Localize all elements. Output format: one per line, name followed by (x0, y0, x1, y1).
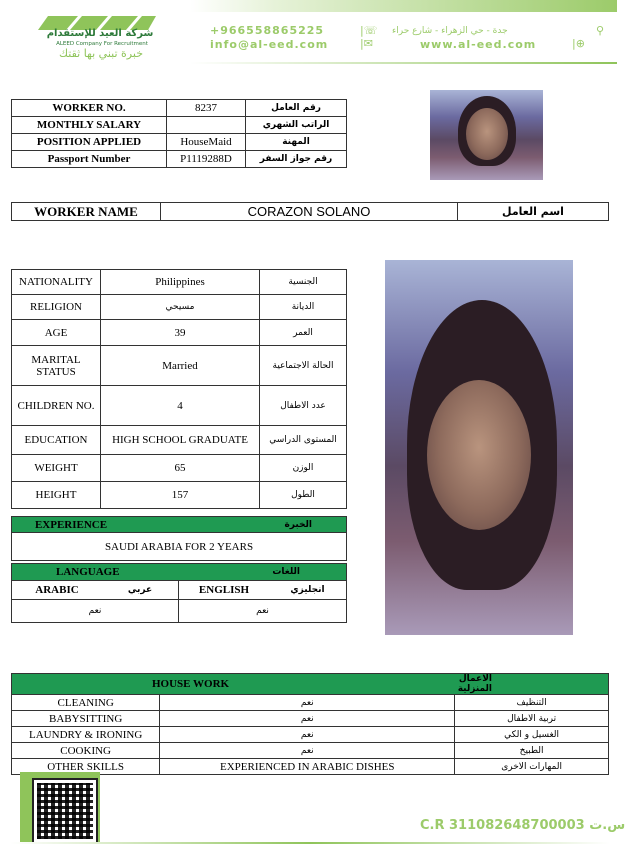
cleaning-value: نعم (160, 695, 455, 711)
nationality-label-ar: الجنسية (260, 270, 347, 295)
worker-info-table (11, 99, 347, 168)
salary-label: MONTHLY SALARY (12, 117, 167, 134)
education-label: EDUCATION (12, 426, 101, 455)
height-value: 157 (101, 482, 260, 509)
worker-no-value: 8237 (167, 100, 246, 117)
table-row (12, 581, 347, 600)
worker-name-table (11, 202, 609, 221)
cooking-value: نعم (160, 743, 455, 759)
arabic-value: نعم (12, 600, 179, 623)
age-value: 39 (101, 320, 260, 346)
table-row (12, 151, 347, 168)
passport-label: Passport Number (12, 151, 167, 168)
table-row (12, 346, 347, 386)
experience-label-ar: الخبرة (130, 517, 347, 533)
table-row (12, 759, 609, 775)
passport-photo (430, 90, 543, 180)
english-value: نعم (179, 600, 347, 623)
worker-name-label-ar: اسم العامل (458, 203, 609, 221)
experience-label: EXPERIENCE (12, 517, 131, 533)
table-row (12, 743, 609, 759)
worker-no-label-ar: رقم العامل (246, 100, 347, 117)
passport-label-ar: رقم جواز السفر (246, 151, 347, 168)
education-label-ar: المستوى الدراسي (260, 426, 347, 455)
weight-label: WEIGHT (12, 455, 101, 482)
salary-value (167, 117, 246, 134)
weight-label-ar: الوزن (260, 455, 347, 482)
house-work-header (12, 674, 609, 695)
english-label-ar: انجليزي (269, 581, 347, 600)
religion-label: RELIGION (12, 295, 101, 320)
logo-arabic-name: شركة العيد للإستقدام (46, 28, 154, 39)
experience-value: SAUDI ARABIA FOR 2 YEARS (12, 533, 347, 561)
experience-header (12, 517, 347, 533)
table-row (12, 100, 347, 117)
cleaning-label-ar: التنظيف (455, 695, 609, 711)
house-work-label-ar: الاعمال المنزلية (455, 674, 609, 695)
language-table (11, 563, 347, 623)
worker-name-value: CORAZON SOLANO (161, 203, 458, 221)
marital-status-value: Married (101, 346, 260, 386)
language-label-ar: اللغات (179, 564, 347, 581)
children-label: CHILDREN NO. (12, 386, 101, 426)
nationality-label: NATIONALITY (12, 270, 101, 295)
phone-number: +966558865225 (210, 24, 325, 37)
babysitting-label-ar: تربية الاطفال (455, 711, 609, 727)
table-row (12, 134, 347, 151)
english-label: ENGLISH (179, 581, 270, 600)
language-header (12, 564, 347, 581)
cleaning-label: CLEANING (12, 695, 160, 711)
height-label: HEIGHT (12, 482, 101, 509)
table-row (12, 482, 347, 509)
religion-value: مسيحي (101, 295, 260, 320)
table-row (12, 711, 609, 727)
nationality-value: Philippines (101, 270, 260, 295)
table-row (12, 600, 347, 623)
cooking-label-ar: الطبيخ (455, 743, 609, 759)
header-divider (190, 62, 617, 64)
table-row (12, 533, 347, 561)
globe-icon: |⊕ (572, 37, 585, 50)
house-work-label: HOUSE WORK (12, 674, 455, 695)
house-work-table (11, 673, 609, 775)
babysitting-label: BABYSITTING (12, 711, 160, 727)
email-icon: |✉ (360, 37, 373, 50)
arabic-label-ar: عربي (102, 581, 179, 600)
table-row (12, 117, 347, 134)
children-label-ar: عدد الاطفال (260, 386, 347, 426)
language-label: LANGUAGE (12, 564, 179, 581)
position-label: POSITION APPLIED (12, 134, 167, 151)
laundry-label: LAUNDRY & IRONING (12, 727, 160, 743)
position-value: HouseMaid (167, 134, 246, 151)
table-row (12, 320, 347, 346)
laundry-value: نعم (160, 727, 455, 743)
logo-english-name: ALEED Company For Recruitment (56, 41, 148, 47)
table-row (12, 203, 609, 221)
education-value: HIGH SCHOOL GRADUATE (101, 426, 260, 455)
details-table (11, 269, 347, 509)
commercial-registration: C.R 311082648700003 س.ت (420, 818, 625, 833)
age-label-ar: العمر (260, 320, 347, 346)
table-row (12, 455, 347, 482)
other-skills-label-ar: المهارات الاخرى (455, 759, 609, 775)
marital-status-label-ar: الحالة الاجتماعية (260, 346, 347, 386)
cooking-label: COOKING (12, 743, 160, 759)
children-value: 4 (101, 386, 260, 426)
table-row (12, 695, 609, 711)
position-label-ar: المهنة (246, 134, 347, 151)
babysitting-value: نعم (160, 711, 455, 727)
other-skills-value: EXPERIENCED IN ARABIC DISHES (160, 759, 455, 775)
height-label-ar: الطول (260, 482, 347, 509)
logo-slogan: خبرة تبني بها ثقتك (58, 47, 143, 60)
worker-no-label: WORKER NO. (12, 100, 167, 117)
laundry-label-ar: الغسيل و الكي (455, 727, 609, 743)
table-row (12, 426, 347, 455)
age-label: AGE (12, 320, 101, 346)
location-icon: ⚲ (596, 24, 605, 37)
header-band (190, 0, 617, 12)
experience-table (11, 516, 347, 561)
weight-value: 65 (101, 455, 260, 482)
marital-status-label: MARITAL STATUS (12, 346, 101, 386)
table-row (12, 295, 347, 320)
qr-code[interactable] (34, 780, 96, 842)
phone-icon: |☏ (360, 24, 378, 37)
religion-label-ar: الديانة (260, 295, 347, 320)
passport-value: P1119288D (167, 151, 246, 168)
worker-name-label: WORKER NAME (12, 203, 161, 221)
table-row (12, 386, 347, 426)
email: info@al-eed.com (210, 38, 329, 51)
website: www.al-eed.com (420, 38, 537, 51)
salary-label-ar: الراتب الشهري (246, 117, 347, 134)
address: جدة - حي الزهراء - شارع حراء (392, 26, 508, 36)
table-row (12, 270, 347, 295)
arabic-label: ARABIC (12, 581, 103, 600)
footer-divider (10, 842, 610, 844)
worker-photo (385, 260, 573, 635)
other-skills-label: OTHER SKILLS (12, 759, 160, 775)
table-row (12, 727, 609, 743)
